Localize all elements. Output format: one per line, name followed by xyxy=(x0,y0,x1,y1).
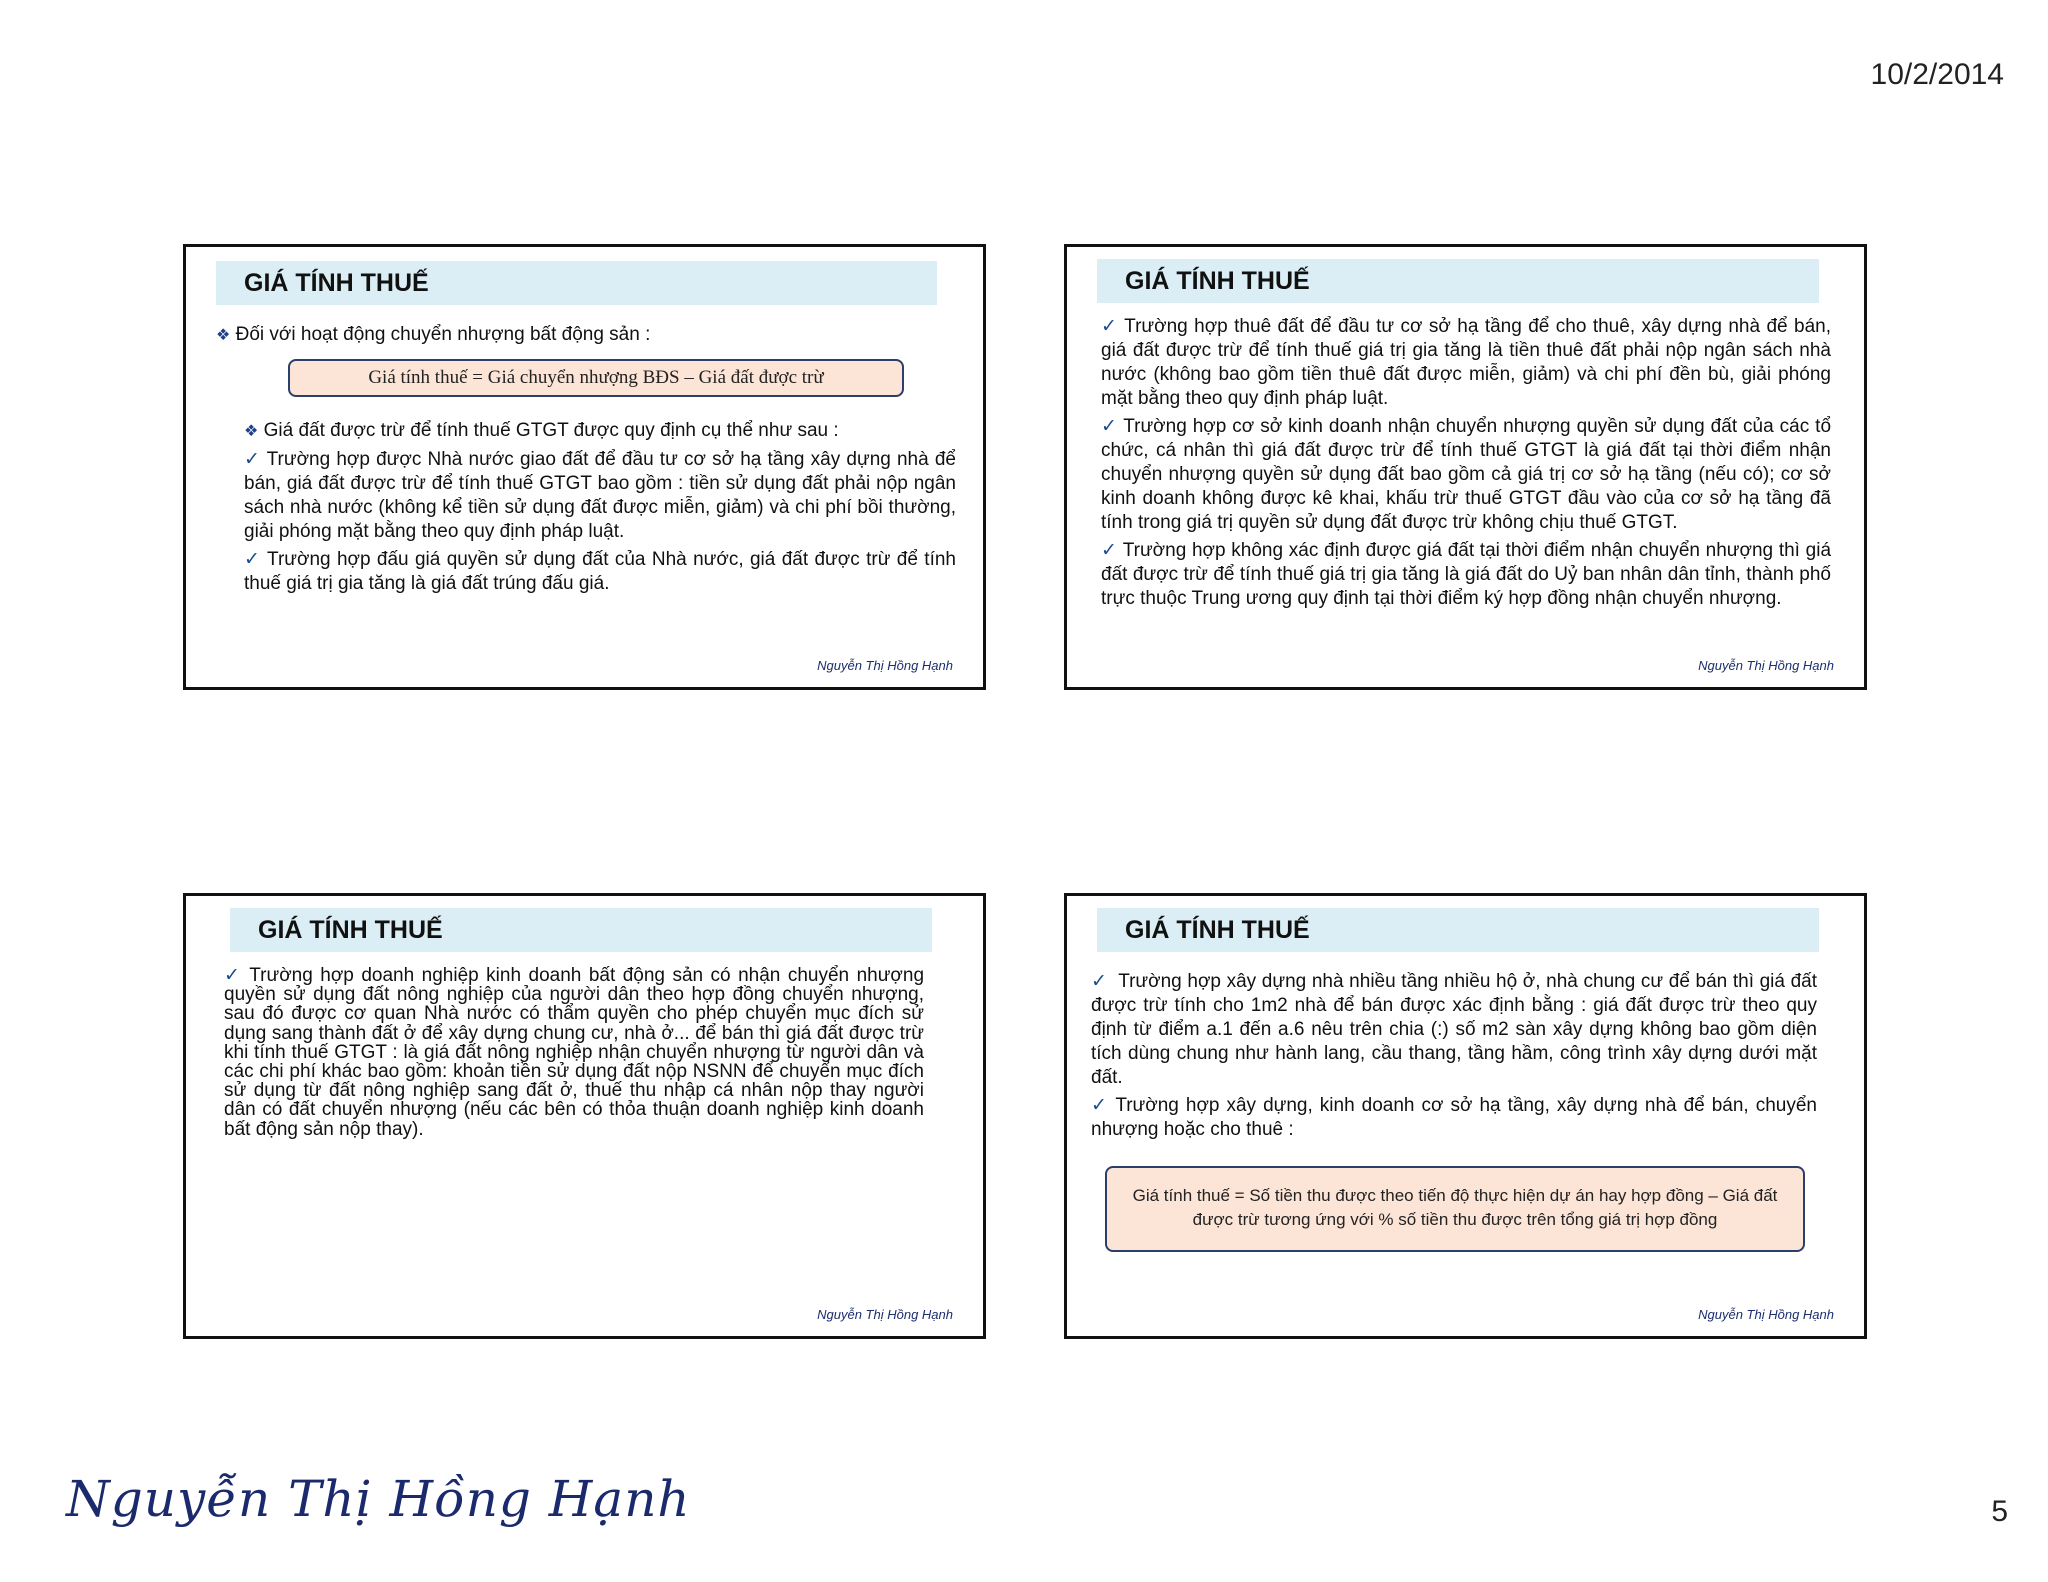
slide-title: GIÁ TÍNH THUẾ xyxy=(230,908,932,952)
checkmark-icon: ✓ xyxy=(1091,971,1108,992)
author-footer: Nguyễn Thị Hồng Hạnh xyxy=(817,658,953,673)
checkmark-icon: ✓ xyxy=(244,549,262,570)
slide-body xyxy=(1091,970,1817,1146)
checkmark-icon: ✓ xyxy=(224,965,243,986)
checkmark-icon: ✓ xyxy=(1091,1095,1109,1116)
slide-body xyxy=(244,419,956,600)
list-item: ✓ Trường hợp thuê đất để đầu tư cơ sở hạ tầng để cho thuê, xây dựng nhà để bán, giá đất được trừ để tính thuế giá trị gia tăng là tiền thuê đất phải nộp ngân sách nhà nước (không bao gồm tiền thuê đất được miễn, giảm) và chi phí đền bù, giải phóng mặt bằng theo quy định pháp luật. xyxy=(1101,316,1832,409)
diamond-bullet-icon: ❖ xyxy=(216,327,231,344)
slide-intro xyxy=(216,323,956,348)
list-item: ✓ Trường hợp doanh nghiệp kinh doanh bất động sản có nhận chuyển nhượng quyền sử dụng đất nông nghiệp của người dân theo hợp đồng chuyển nhượng, sau đó được cơ quan Nhà nước có thẩm quyền cho phép chuyển mục đích sử dụng sang thành đất ở để xây dựng chung cư, nhà ở... để bán thì giá đất được trừ khi tính thuế GTGT : là giá đất nông nghiệp nhận chuyển nhượng từ người dân và các chi phí khác bao gồm: khoản tiền sử dụng đất nộp NSNN để chuyển mục đích sử dụng từ đất nông nghiệp sang đất ở, thuế thu nhập cá nhân nộp thay người dân có đất chuyển nhượng (nếu các bên có thỏa thuận doanh nghiệp kinh doanh bất động sản nộp thay). xyxy=(224,965,925,1140)
page-date: 10/2/2014 xyxy=(1870,58,2004,91)
list-item: ✓ Trường hợp đấu giá quyền sử dụng đất của Nhà nước, giá đất được trừ để tính thuế giá trị gia tăng là giá đất trúng đấu giá. xyxy=(244,549,956,594)
slide-3 xyxy=(183,893,986,1339)
page-number: 5 xyxy=(1991,1495,2008,1528)
author-footer: Nguyễn Thị Hồng Hạnh xyxy=(1698,658,1834,673)
author-signature: Nguyễn Thị Hồng Hạnh xyxy=(66,1470,691,1528)
list-item: ✓ Trường hợp được Nhà nước giao đất để đầu tư cơ sở hạ tầng xây dựng nhà để bán, giá đất được trừ để tính thuế GTGT bao gồm : tiền sử dụng đất phải nộp ngân sách nhà nước (không kể tiền sử dụng đất được miễn, giảm) và chi phí bồi thường, giải phóng mặt bằng theo quy định pháp luật. xyxy=(244,449,956,542)
slide-body xyxy=(224,966,924,1143)
list-item: ✓ Trường hợp xây dựng nhà nhiều tầng nhiều hộ ở, nhà chung cư để bán thì giá đất được trừ tính cho 1m2 nhà để bán được xác định bằng : giá đất được trừ theo quy định từ điểm a.1 đến a.6 nêu trên chia (:) số m2 sàn xây dựng không bao gồm diện tích dùng chung như hành lang, cầu thang, tầng hầm, công trình xây dựng dưới mặt đất. xyxy=(1091,971,1817,1088)
formula-box: Giá tính thuế = Số tiền thu được theo tiến độ thực hiện dự án hay hợp đồng – Giá đất được trừ tương ứng với % số tiền thu được trên tổng giá trị hợp đồng xyxy=(1105,1166,1805,1252)
list-item: ✓ Trường hợp không xác định được giá đất tại thời điểm nhận chuyển nhượng thì giá đất được trừ để tính thuế giá trị gia tăng là giá đất do Uỷ ban nhân dân tỉnh, thành phố trực thuộc Trung ương quy định tại thời điểm ký hợp đồng nhận chuyển nhượng. xyxy=(1101,540,1832,609)
list-item: ✓ Trường hợp cơ sở kinh doanh nhận chuyển nhượng quyền sử dụng đất của các tổ chức, cá nhân thì giá đất được trừ để tính thuế GTGT là giá đất tại thời điểm nhận chuyển nhượng quyền sử dụng đất bao gồm cả giá trị cơ sở hạ tầng (nếu có); cơ sở kinh doanh không được kê khai, khấu trừ thuế GTGT đầu vào của cơ sở hạ tầng đã tính trong giá trị quyền sử dụng đất được trừ không chịu thuế GTGT. xyxy=(1101,416,1832,533)
diamond-bullet-icon: ❖ xyxy=(244,423,259,440)
intro-text: Đối với hoạt động chuyển nhượng bất động sản : xyxy=(235,324,651,345)
slide-title: GIÁ TÍNH THUẾ xyxy=(1097,259,1819,303)
slide-1 xyxy=(183,244,986,690)
checkmark-icon: ✓ xyxy=(1101,416,1118,437)
slide-4 xyxy=(1064,893,1867,1339)
author-footer: Nguyễn Thị Hồng Hạnh xyxy=(1698,1307,1834,1322)
list-item: ❖ Giá đất được trừ để tính thuế GTGT được quy định cụ thể như sau : xyxy=(244,420,839,441)
checkmark-icon: ✓ xyxy=(1101,540,1118,561)
formula-box: Giá tính thuế = Giá chuyển nhượng BĐS – Giá đất được trừ xyxy=(288,359,904,397)
list-item: ✓ Trường hợp xây dựng, kinh doanh cơ sở hạ tầng, xây dựng nhà để bán, chuyển nhượng hoặc cho thuê : xyxy=(1091,1095,1817,1140)
checkmark-icon: ✓ xyxy=(1101,316,1119,337)
author-footer: Nguyễn Thị Hồng Hạnh xyxy=(817,1307,953,1322)
checkmark-icon: ✓ xyxy=(244,449,261,470)
slide-2 xyxy=(1064,244,1867,690)
slide-body xyxy=(1101,315,1831,615)
slide-title: GIÁ TÍNH THUẾ xyxy=(1097,908,1819,952)
slide-title: GIÁ TÍNH THUẾ xyxy=(216,261,937,305)
